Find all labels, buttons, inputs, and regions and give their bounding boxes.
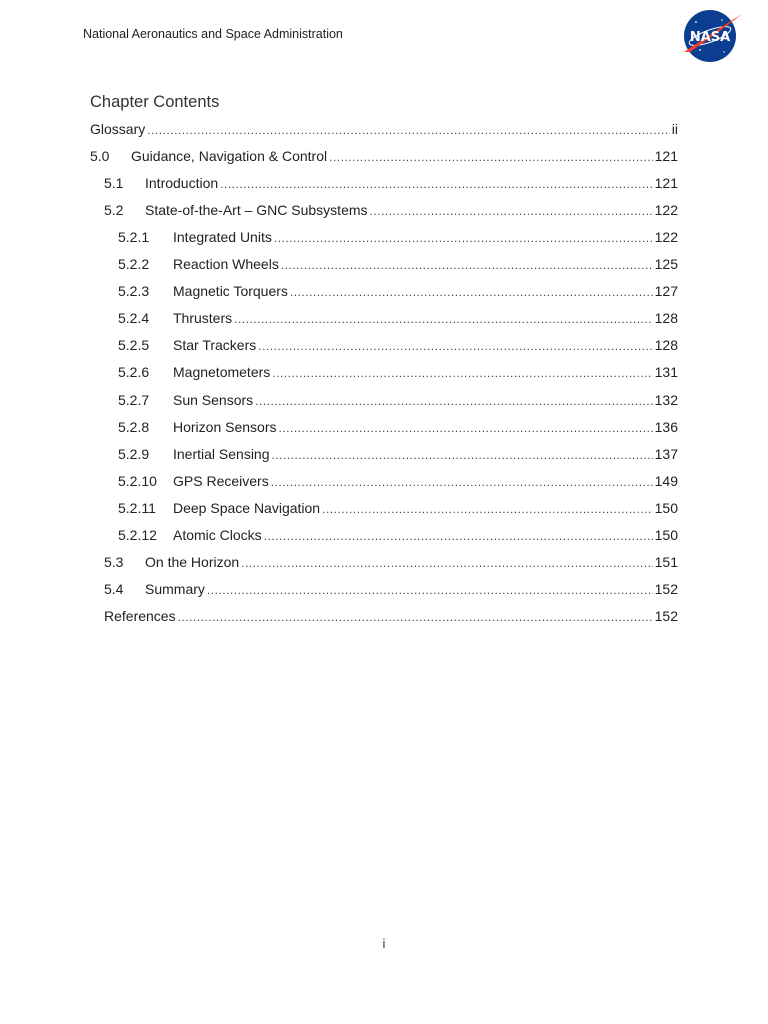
toc-dot-leader <box>290 282 653 302</box>
toc-entry-label: Guidance, Navigation & Control <box>131 148 328 164</box>
toc-dot-leader <box>329 147 653 167</box>
toc-entry-label: Reaction Wheels <box>173 256 279 272</box>
toc-entry-number: 5.2.10 <box>118 473 157 489</box>
toc-entry-number: 5.2.11 <box>118 500 156 516</box>
toc-entry-number: 5.2 <box>104 202 124 218</box>
toc-entry-label: References <box>104 608 176 624</box>
toc-entry-page: 152 <box>654 608 678 624</box>
toc-entry[interactable] <box>118 335 678 355</box>
toc-entry-label: Star Trackers <box>173 337 257 353</box>
toc-entry-page: 127 <box>654 283 678 299</box>
toc-entry-label: Magnetometers <box>173 364 271 380</box>
toc-entry-page: 125 <box>654 256 678 272</box>
toc-entry[interactable] <box>104 552 678 572</box>
toc-dot-leader <box>279 418 653 438</box>
toc-entry-page: 121 <box>654 175 678 191</box>
toc-entry-label: GPS Receivers <box>173 473 269 489</box>
toc-dot-leader <box>264 526 653 546</box>
toc-dot-leader <box>147 120 670 140</box>
toc-entry-page: 152 <box>654 581 678 597</box>
toc-entry-number: 5.2.12 <box>118 527 157 543</box>
toc-entry-page: 150 <box>654 527 678 543</box>
toc-entry-number: 5.2.7 <box>118 392 150 408</box>
toc-dot-leader <box>258 336 652 356</box>
toc-entry[interactable] <box>118 471 678 491</box>
toc-entry-label: Integrated Units <box>173 229 272 245</box>
toc-entry-label: Summary <box>145 581 205 597</box>
toc-entry-number: 5.2.5 <box>118 337 150 353</box>
toc-entry-number: 5.2.1 <box>118 229 150 245</box>
toc-entry[interactable] <box>104 606 678 626</box>
toc-entry-page: 150 <box>654 500 678 516</box>
toc-entry[interactable] <box>118 417 678 437</box>
toc-entry-label: Magnetic Torquers <box>173 283 288 299</box>
toc-entry-label: Inertial Sensing <box>173 446 270 462</box>
toc-entry-page: 132 <box>654 392 678 408</box>
page-number: i <box>382 936 386 951</box>
toc-entry-number: 5.2.3 <box>118 283 150 299</box>
toc-dot-leader <box>178 607 653 627</box>
toc-entry-number: 5.2.9 <box>118 446 150 462</box>
toc-entry[interactable] <box>118 362 678 382</box>
toc-dot-leader <box>207 580 653 600</box>
toc-dot-leader <box>272 363 652 383</box>
toc-entry[interactable] <box>104 200 678 220</box>
toc-entry-page: 122 <box>654 202 678 218</box>
toc-entry-page: 131 <box>654 364 678 380</box>
toc-entry-label: Deep Space Navigation <box>173 500 321 516</box>
toc-entry-number: 5.1 <box>104 175 124 191</box>
toc-entry-number: 5.2.4 <box>118 310 150 326</box>
toc-entry-page: 128 <box>654 337 678 353</box>
toc-entry-page: 151 <box>654 554 678 570</box>
toc-entry-number: 5.4 <box>104 581 124 597</box>
nasa-logo-text: NASA <box>689 30 731 45</box>
toc-entry-label: Glossary <box>90 121 146 137</box>
header-org-name: National Aeronautics and Space Administration <box>83 27 343 41</box>
toc-entry-page: 137 <box>654 446 678 462</box>
toc-entry[interactable] <box>104 173 678 193</box>
toc-entry-number: 5.2.6 <box>118 364 150 380</box>
toc-entry[interactable] <box>118 390 678 410</box>
toc-entry-page: 149 <box>654 473 678 489</box>
toc-entry[interactable] <box>104 579 678 599</box>
toc-entry[interactable] <box>118 308 678 328</box>
toc-entry-label: Atomic Clocks <box>173 527 262 543</box>
toc-dot-leader <box>272 445 653 465</box>
toc-entry-label: Thrusters <box>173 310 233 326</box>
toc-dot-leader <box>322 499 653 519</box>
nasa-logo-icon <box>680 8 744 64</box>
toc-entry-number: 5.0 <box>90 148 110 164</box>
toc-entry[interactable] <box>118 227 678 247</box>
toc-entry-number: 5.2.8 <box>118 419 150 435</box>
toc-dot-leader <box>271 472 653 492</box>
toc-entry-number: 5.2.2 <box>118 256 150 272</box>
toc-entry-number: 5.3 <box>104 554 124 570</box>
toc-entry-label: Introduction <box>145 175 219 191</box>
toc-entry-page: 136 <box>654 419 678 435</box>
toc-dot-leader <box>281 255 653 275</box>
toc-entry[interactable] <box>118 444 678 464</box>
toc-dot-leader <box>234 309 653 329</box>
toc-entry-page: ii <box>671 121 678 137</box>
toc-dot-leader <box>241 553 652 573</box>
toc-entry-page: 121 <box>654 148 678 164</box>
toc-title: Chapter Contents <box>90 93 220 111</box>
toc-entry[interactable] <box>118 498 678 518</box>
toc-dot-leader <box>255 391 652 411</box>
toc-entry-label: State-of-the-Art – GNC Subsystems <box>145 202 368 218</box>
toc-dot-leader <box>370 201 653 221</box>
toc-dot-leader <box>220 174 652 194</box>
toc-entry[interactable] <box>90 119 678 139</box>
toc-dot-leader <box>274 228 653 248</box>
toc-entry[interactable] <box>90 146 678 166</box>
toc-entry-label: Sun Sensors <box>173 392 254 408</box>
toc-entry[interactable] <box>118 281 678 301</box>
toc-entry-page: 128 <box>654 310 678 326</box>
toc-entry-label: Horizon Sensors <box>173 419 277 435</box>
toc-entry-label: On the Horizon <box>145 554 240 570</box>
toc-entry-page: 122 <box>654 229 678 245</box>
toc-entry[interactable] <box>118 525 678 545</box>
toc-entry[interactable] <box>118 254 678 274</box>
